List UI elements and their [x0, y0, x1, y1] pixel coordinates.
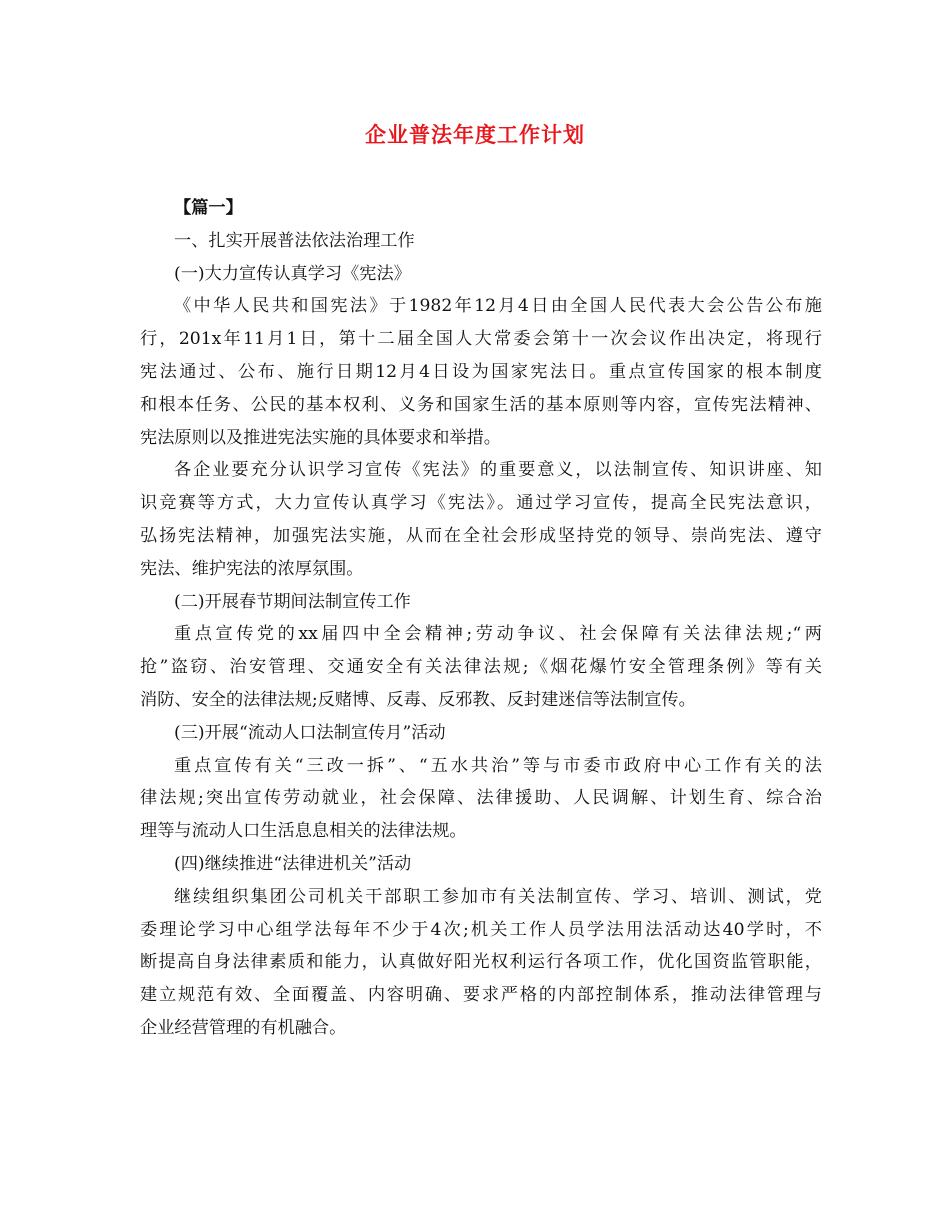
paragraph-3 [140, 618, 822, 716]
document-body [140, 192, 822, 1045]
paragraph-line: 行，201x年11月1日，第十二届全国人大常委会第十一次会议作出决定，将现行 [140, 329, 822, 350]
heading-1: 一、扎实开展普法依法治理工作 [174, 230, 415, 251]
paragraph-4 [140, 750, 822, 848]
document-title: 企业普法年度工作计划 [365, 122, 585, 147]
paragraph-5 [140, 881, 822, 1045]
paragraph-line: 消防、安全的法律法规;反赌博、反毒、反邪教、反封建迷信等法制宣传。 [140, 689, 696, 710]
paragraph-line: 律法规;突出宣传劳动就业，社会保障、法律援助、人民调解、计划生育、综合治 [140, 788, 822, 809]
section-label: 【篇一】 [174, 198, 243, 218]
paragraph-line: 宪法原则以及推进宪法实施的具体要求和举措。 [140, 427, 501, 448]
subheading-2: (二)开展春节期间法制宣传工作 [174, 591, 411, 612]
paragraph-line: 宪法通过、公布、施行日期12月4日设为国家宪法日。重点宣传国家的根本制度 [140, 361, 822, 382]
paragraph-line: 宪法、维护宪法的浓厚氛围。 [140, 558, 364, 579]
subheading-1: (一)大力宣传认真学习《宪法》 [174, 263, 411, 284]
paragraph-line: 弘扬宪法精神，加强宪法实施，从而在全社会形成坚持党的领导、崇尚宪法、遵守 [140, 525, 822, 546]
paragraph-line: 企业经营管理的有机融合。 [140, 1017, 347, 1038]
paragraph-line: 识竞赛等方式，大力宣传认真学习《宪法》。通过学习宣传，提高全民宪法意识， [140, 493, 822, 514]
paragraph-line: 建立规范有效、全面覆盖、内容明确、要求严格的内部控制体系，推动法律管理与 [140, 985, 822, 1006]
paragraph-line: 重点宣传党的xx届四中全会精神;劳动争议、社会保障有关法律法规;“两 [174, 624, 822, 645]
paragraph-line: 断提高自身法律素质和能力，认真做好阳光权利运行各项工作，优化国资监管职能， [140, 952, 822, 973]
paragraph-line: 和根本任务、公民的基本权利、义务和国家生活的基本原则等内容，宣传宪法精神、 [140, 394, 822, 415]
subheading-4: (四)继续推进“法律进机关”活动 [174, 853, 412, 874]
paragraph-line: 继续组织集团公司机关干部职工参加市有关法制宣传、学习、培训、测试，党 [174, 886, 822, 907]
paragraph-line: 重点宣传有关“三改一拆”、“五水共治”等与市委市政府中心工作有关的法 [174, 755, 822, 776]
paragraph-line: 委理论学习中心组学法每年不少于4次;机关工作人员学法用法活动达40学时，不 [140, 919, 822, 940]
subheading-3: (三)开展“流动人口法制宣传月”活动 [174, 722, 446, 743]
paragraph-1 [140, 290, 822, 454]
paragraph-line: 各企业要充分认识学习宣传《宪法》的重要意义，以法制宣传、知识讲座、知 [174, 460, 822, 481]
paragraph-line: 理等与流动人口生活息息相关的法律法规。 [140, 821, 467, 842]
paragraph-line: 《中华人民共和国宪法》于1982年12月4日由全国人民代表大会公告公布施 [174, 296, 822, 317]
paragraph-line: 抢”盗窃、治安管理、交通安全有关法律法规;《烟花爆竹安全管理条例》等有关 [140, 657, 822, 678]
paragraph-2 [140, 454, 822, 585]
